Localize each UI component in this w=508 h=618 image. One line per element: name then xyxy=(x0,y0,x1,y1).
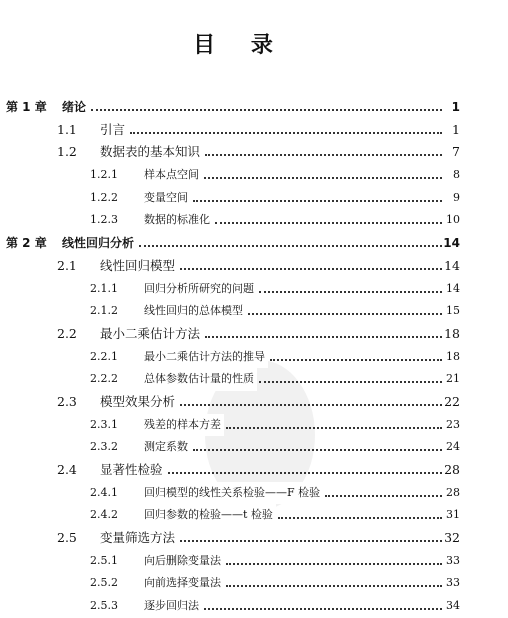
toc-entry-title: 数据表的基本知识 xyxy=(100,141,203,164)
toc-entry-number: 1.2.3 xyxy=(90,213,118,227)
dot-leader xyxy=(248,300,442,315)
toc-entry-number: 2.4.1 xyxy=(90,485,118,499)
toc-entry xyxy=(0,323,460,346)
toc-entry-title: 回归模型的线性关系检验——F 检验 xyxy=(144,482,323,505)
toc-entry-page: 34 xyxy=(442,595,460,618)
toc-entry-page: 8 xyxy=(442,164,460,187)
dot-leader xyxy=(193,187,442,202)
toc-entry-page: 28 xyxy=(442,459,460,482)
toc-entry-title: 向前选择变量法 xyxy=(144,572,224,595)
toc-entry xyxy=(0,572,460,595)
toc-entry-page: 21 xyxy=(442,368,460,391)
toc-entry xyxy=(0,459,460,482)
toc-entry-title: 最小二乘估计方法的推导 xyxy=(144,346,268,369)
toc-entry-page: 33 xyxy=(442,550,460,573)
toc-entry-number: 2.3.2 xyxy=(90,440,118,454)
toc-entry-page: 31 xyxy=(442,504,460,527)
toc-entry-number: 2.2.2 xyxy=(90,372,118,386)
toc-entry-number: 第 1 章 xyxy=(6,100,47,114)
dot-leader xyxy=(180,391,442,406)
dot-leader xyxy=(139,232,442,247)
toc-entry xyxy=(0,436,460,459)
dot-leader xyxy=(205,141,442,156)
toc-entry-page: 14 xyxy=(442,232,460,255)
dot-leader xyxy=(226,572,442,587)
toc-entry-title: 变量空间 xyxy=(144,187,191,210)
page-title: 目 录 xyxy=(193,33,287,58)
toc-entry-title: 总体参数估计量的性质 xyxy=(144,368,257,391)
toc-entry xyxy=(0,255,460,278)
toc-entry-title: 数据的标准化 xyxy=(144,209,213,232)
dot-leader xyxy=(91,96,442,111)
dot-leader xyxy=(204,595,442,610)
toc-entry-title: 向后删除变量法 xyxy=(144,550,224,573)
toc-entry-page: 18 xyxy=(442,346,460,369)
toc-entry xyxy=(0,187,460,210)
toc-entry-title: 引言 xyxy=(100,119,128,142)
toc-entry-title: 绪论 xyxy=(62,96,89,119)
toc-entry-page: 22 xyxy=(442,391,460,414)
toc-entry-title: 样本点空间 xyxy=(144,164,202,187)
toc-entry-number: 2.3.1 xyxy=(90,417,118,431)
toc-entry-title: 最小二乘估计方法 xyxy=(100,323,203,346)
toc-entry-page: 7 xyxy=(442,141,460,164)
dot-leader xyxy=(204,164,442,179)
toc-entry xyxy=(0,96,460,119)
dot-leader xyxy=(226,550,442,565)
dot-leader xyxy=(215,209,442,224)
toc-entry-page: 14 xyxy=(442,278,460,301)
toc-entry-page: 24 xyxy=(442,436,460,459)
toc-entry-page: 23 xyxy=(442,414,460,437)
toc-entry-title: 显著性检验 xyxy=(100,459,166,482)
toc-entry-title: 模型效果分析 xyxy=(100,391,178,414)
dot-leader xyxy=(193,436,442,451)
toc-entry-page: 15 xyxy=(442,300,460,323)
toc-entry-number: 2.1 xyxy=(57,257,77,273)
toc-entry-page: 33 xyxy=(442,572,460,595)
table-of-contents xyxy=(0,96,460,618)
toc-entry-number: 1.1 xyxy=(57,121,77,137)
toc-entry xyxy=(0,119,460,142)
toc-entry xyxy=(0,414,460,437)
dot-leader xyxy=(168,459,442,474)
toc-entry-page: 10 xyxy=(442,209,460,232)
toc-entry-number: 1.2.2 xyxy=(90,190,118,204)
toc-entry xyxy=(0,368,460,391)
toc-entry-number: 2.5.3 xyxy=(90,599,118,613)
toc-entry-number: 2.5 xyxy=(57,530,77,546)
toc-entry xyxy=(0,527,460,550)
toc-entry-title: 逐步回归法 xyxy=(144,595,202,618)
dot-leader xyxy=(226,414,442,429)
toc-entry-title: 测定系数 xyxy=(144,436,191,459)
toc-entry xyxy=(0,595,460,618)
toc-entry-number: 1.2 xyxy=(57,144,77,160)
toc-entry-page: 32 xyxy=(442,527,460,550)
toc-entry-number: 2.1.2 xyxy=(90,304,118,318)
toc-entry xyxy=(0,141,460,164)
toc-entry-number: 2.4.2 xyxy=(90,508,118,522)
toc-entry-title: 残差的样本方差 xyxy=(144,414,224,437)
toc-entry xyxy=(0,482,460,505)
toc-entry-page: 18 xyxy=(442,323,460,346)
toc-entry-page: 1 xyxy=(442,96,460,119)
toc-entry xyxy=(0,209,460,232)
toc-entry-page: 1 xyxy=(442,119,460,142)
toc-entry-page: 28 xyxy=(442,482,460,505)
toc-entry-title: 线性回归模型 xyxy=(100,255,178,278)
toc-entry-number: 第 2 章 xyxy=(6,236,47,251)
toc-entry-number: 2.2 xyxy=(57,325,77,341)
toc-entry xyxy=(0,391,460,414)
toc-entry xyxy=(0,300,460,323)
dot-leader xyxy=(130,119,442,134)
dot-leader xyxy=(270,346,442,361)
toc-entry-number: 2.2.1 xyxy=(90,349,118,363)
toc-entry-page: 9 xyxy=(442,187,460,210)
toc-entry-title: 线性回归的总体模型 xyxy=(144,300,246,323)
toc-entry-title: 线性回归分析 xyxy=(62,232,137,255)
dot-leader xyxy=(325,482,442,497)
toc-entry-title: 回归分析所研究的问题 xyxy=(144,278,257,301)
dot-leader xyxy=(180,527,442,542)
toc-entry xyxy=(0,232,460,255)
toc-entry-number: 2.3 xyxy=(57,393,77,409)
toc-entry xyxy=(0,346,460,369)
toc-entry-number: 2.5.1 xyxy=(90,553,118,567)
dot-leader xyxy=(205,323,442,338)
dot-leader xyxy=(278,504,442,519)
toc-entry xyxy=(0,550,460,573)
dot-leader xyxy=(259,278,442,293)
toc-entry xyxy=(0,164,460,187)
toc-entry-number: 2.4 xyxy=(57,462,77,477)
toc-entry-number: 2.5.2 xyxy=(90,576,118,590)
toc-entry-title: 回归参数的检验——t 检验 xyxy=(144,504,276,527)
dot-leader xyxy=(180,255,442,270)
toc-entry-page: 14 xyxy=(442,255,460,278)
dot-leader xyxy=(259,368,442,383)
toc-entry xyxy=(0,504,460,527)
toc-entry-number: 1.2.1 xyxy=(90,168,118,182)
toc-entry-number: 2.1.1 xyxy=(90,281,118,295)
toc-entry xyxy=(0,278,460,301)
toc-entry-title: 变量筛选方法 xyxy=(100,527,178,550)
